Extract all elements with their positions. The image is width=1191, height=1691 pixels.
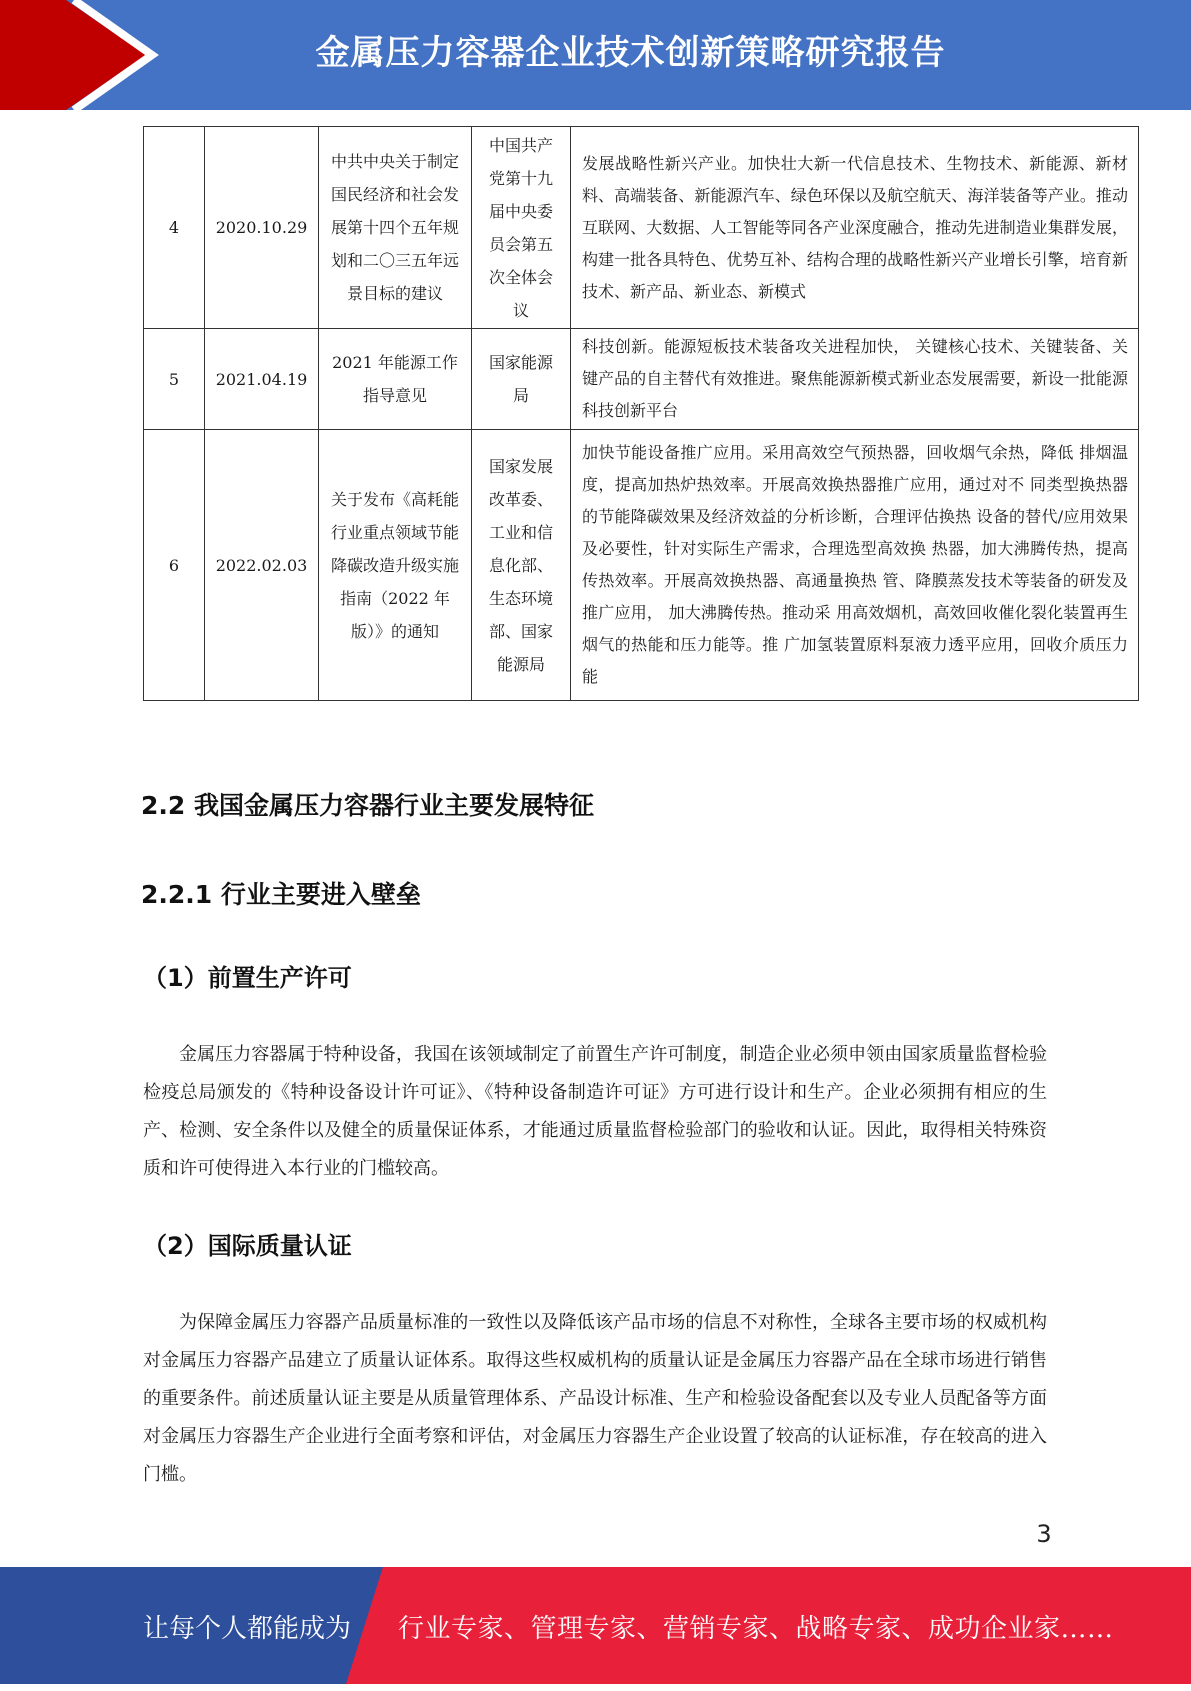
table-row [144, 430, 1139, 701]
row-policy-title: 2021 年能源工作 指导意见 [319, 329, 472, 430]
row-content: 发展战略性新兴产业。加快壮大新一代信息技术、生物技术、新能源、新材料、高端装备、新能源汽车、绿色环保以及航空航天、海洋装备等产业。推动互联网、大数据、人工智能等同各产业深度融合，推动先进制造业集群发展，构建一批各具特色、优势互补、结构合理的战略性新兴产业增长引擎，培育新技术、新产品、新业态、新模式 [571, 127, 1139, 329]
row-number: 4 [144, 127, 205, 329]
item-heading-production-license: （1）前置生产许可 [143, 964, 352, 992]
row-number: 5 [144, 329, 205, 430]
subsection-heading: 2.2.1 行业主要进入壁垒 [141, 880, 421, 909]
row-policy-title: 关于发布《高耗能行业重点领域节能降碳改造升级实施指南（2022 年版）》的通知 [319, 430, 472, 701]
row-issuer: 国家能源局 [472, 329, 571, 430]
row-date: 2020.10.29 [205, 127, 319, 329]
row-issuer: 国家发展改革委、工业和信息化部、生态环境部、国家能源局 [472, 430, 571, 701]
row-content: 加快节能设备推广应用。采用高效空气预热器，回收烟气余热，降低 排烟温度，提高加热炉热效率。开展高效换热器推广应用，通过对不 同类型换热器的节能降碳效果及经济效益的分析诊断，合理评估换热 设备的替代/应用效果及必要性，针对实际生产需求，合理选型高效换 热器，加大沸腾传热，提高传热效率。开展高效换热器、高通量换热 管、降膜蒸发技术等装备的研发及推广应用， 加大沸腾传热。推动采 用高效烟机，高效回收催化裂化装置再生烟气的热能和压力能等。推 广加氢装置原料泵液力透平应用，回收介质压力能 [571, 430, 1139, 701]
paragraph-production-license: 金属压力容器属于特种设备，我国在该领域制定了前置生产许可制度，制造企业必须申领由国家质量监督检验检疫总局颁发的《特种设备设计许可证》、《特种设备制造许可证》方可进行设计和生产。企业必须拥有相应的生产、检测、安全条件以及健全的质量保证体系，才能通过质量监督检验部门的验收和认证。因此，取得相关特殊资质和许可使得进入本行业的门槛较高。 [143, 1044, 1047, 1179]
table-row [144, 127, 1139, 329]
header-banner [0, 0, 1191, 110]
footer-slogan-left: 让每个人都能成为 [143, 1614, 352, 1644]
header-title: 金属压力容器企业技术创新策略研究报告 [315, 33, 946, 73]
item-heading-quality-certification: （2）国际质量认证 [143, 1232, 352, 1260]
row-date: 2021.04.19 [205, 329, 319, 430]
row-number: 6 [144, 430, 205, 701]
row-policy-title: 中共中央关于制定国民经济和社会发展第十四个五年规划和二〇三五年远景目标的建议 [319, 127, 472, 329]
row-date: 2022.02.03 [205, 430, 319, 701]
page-number: 3 [1036, 1520, 1052, 1548]
footer-slogan-right: 行业专家、管理专家、营销专家、战略专家、成功企业家…… [398, 1614, 1114, 1644]
policy-table [143, 126, 1139, 701]
row-content: 科技创新。能源短板技术装备攻关进程加快， 关键核心技术、关键装备、关键产品的自主替代有效推进。聚焦能源新模式新业态发展需要，新设一批能源科技创新平台 [571, 329, 1139, 430]
table-row [144, 329, 1139, 430]
row-issuer: 中国共产党第十九届中央委员会第五次全体会议 [472, 127, 571, 329]
paragraph-quality-certification: 为保障金属压力容器产品质量标准的一致性以及降低该产品市场的信息不对称性，全球各主要市场的权威机构对金属压力容器产品建立了质量认证体系。取得这些权威机构的质量认证是金属压力容器产品在全球市场进行销售的重要条件。前述质量认证主要是从质量管理体系、产品设计标准、生产和检验设备配套以及专业人员配备等方面对金属压力容器生产企业进行全面考察和评估，对金属压力容器生产企业设置了较高的认证标准，存在较高的进入门槛。 [143, 1312, 1047, 1485]
section-heading: 2.2 我国金属压力容器行业主要发展特征 [141, 791, 594, 820]
footer-banner [0, 1567, 1191, 1684]
